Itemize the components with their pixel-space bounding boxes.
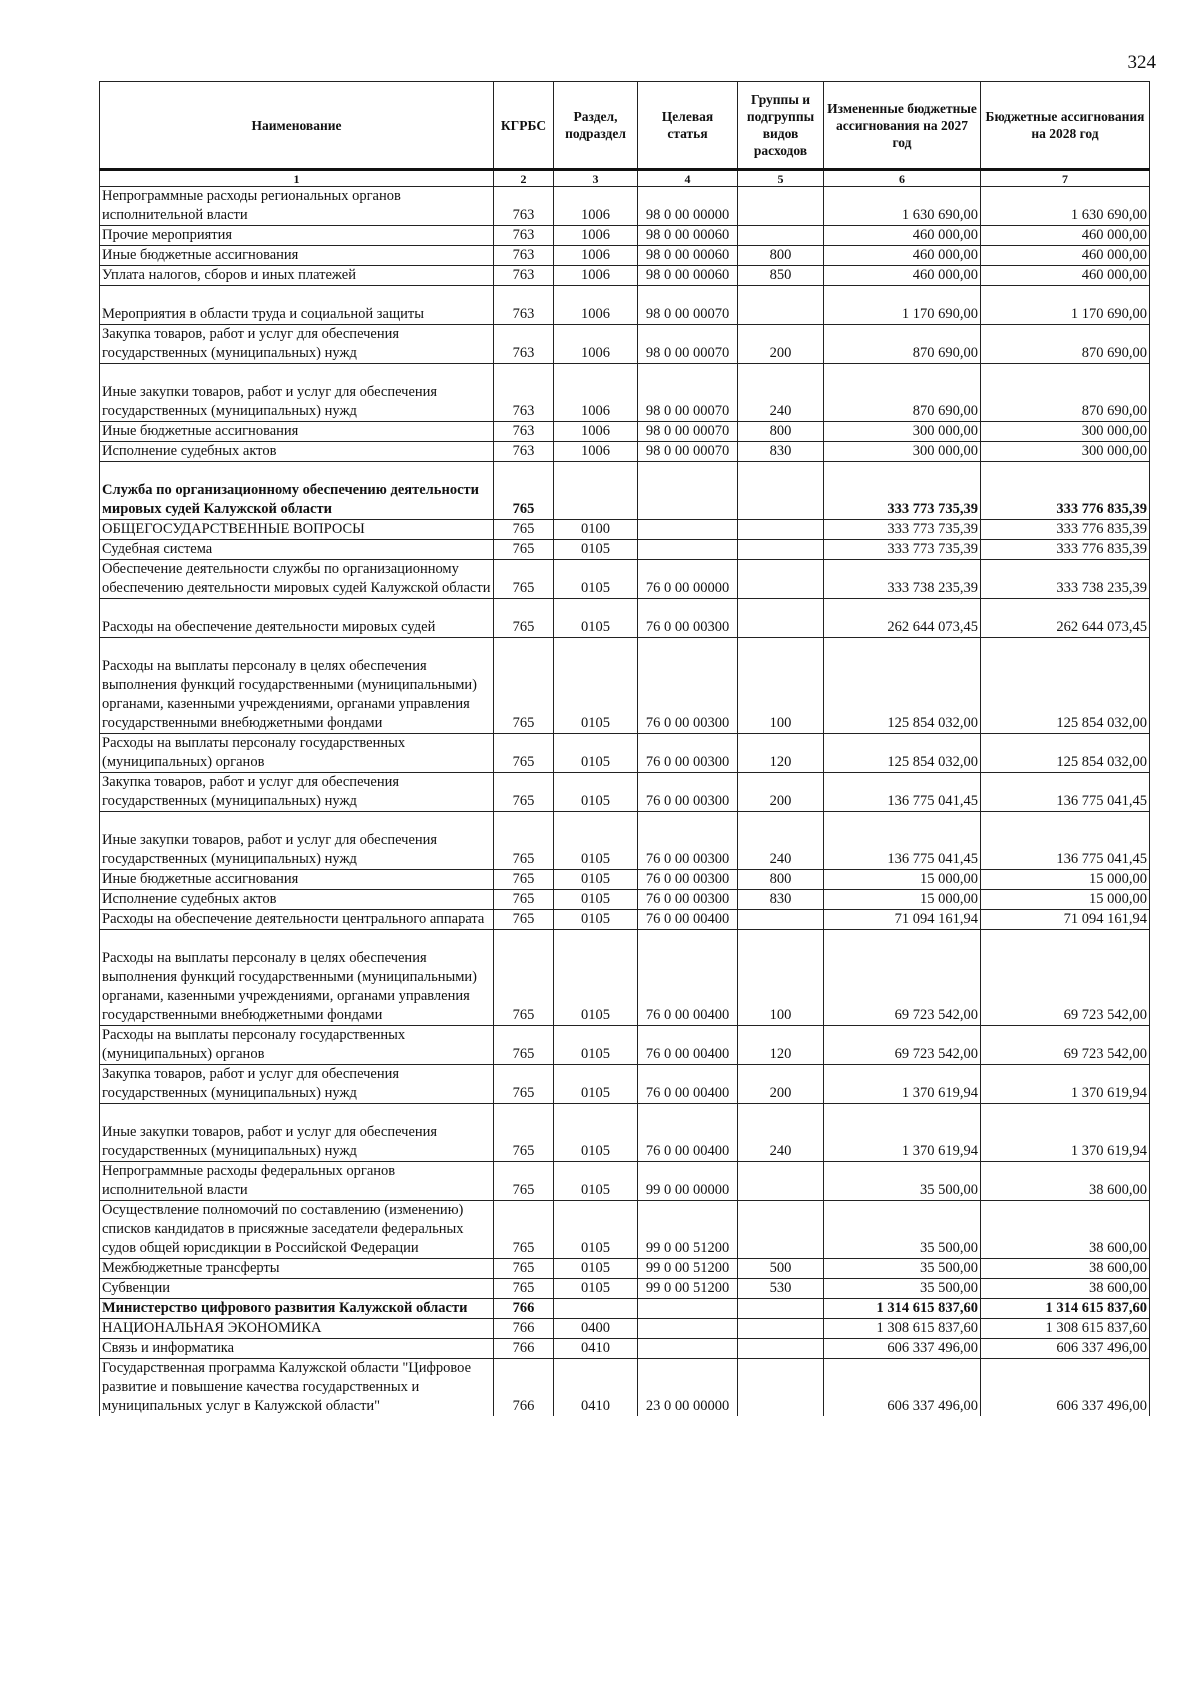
cell-target-article: 76 0 00 00400 <box>638 1026 738 1065</box>
cell-kgrbs: 763 <box>494 226 554 246</box>
cell-allocation-2027: 136 775 041,45 <box>824 812 981 870</box>
cell-razdel: 0105 <box>554 910 638 930</box>
cell-allocation-2028: 71 094 161,94 <box>981 910 1150 930</box>
cell-razdel: 0105 <box>554 1065 638 1104</box>
cell-target-article: 76 0 00 00400 <box>638 930 738 1026</box>
cell-expense-group: 200 <box>738 773 824 812</box>
cell-target-article: 98 0 00 00060 <box>638 266 738 286</box>
cell-kgrbs: 765 <box>494 1259 554 1279</box>
cell-razdel: 1006 <box>554 266 638 286</box>
cell-kgrbs: 766 <box>494 1359 554 1417</box>
cell-kgrbs: 765 <box>494 560 554 599</box>
cell-kgrbs: 765 <box>494 1104 554 1162</box>
cell-target-article: 76 0 00 00400 <box>638 910 738 930</box>
cell-name: Уплата налогов, сборов и иных платежей <box>100 266 494 286</box>
cell-allocation-2028: 606 337 496,00 <box>981 1359 1150 1417</box>
table-row <box>100 520 1150 540</box>
cell-razdel: 0105 <box>554 812 638 870</box>
cell-allocation-2028: 69 723 542,00 <box>981 1026 1150 1065</box>
cell-allocation-2028: 15 000,00 <box>981 870 1150 890</box>
cell-expense-group: 800 <box>738 246 824 266</box>
cell-expense-group <box>738 540 824 560</box>
cell-allocation-2028: 125 854 032,00 <box>981 638 1150 734</box>
cell-expense-group: 120 <box>738 1026 824 1065</box>
table-row <box>100 1339 1150 1359</box>
column-number: 7 <box>981 170 1150 187</box>
cell-kgrbs: 763 <box>494 266 554 286</box>
cell-kgrbs: 765 <box>494 930 554 1026</box>
cell-target-article: 76 0 00 00400 <box>638 1065 738 1104</box>
column-number: 5 <box>738 170 824 187</box>
budget-table <box>99 81 1150 1416</box>
cell-kgrbs: 765 <box>494 773 554 812</box>
cell-target-article: 23 0 00 00000 <box>638 1359 738 1417</box>
cell-name: Закупка товаров, работ и услуг для обеспечения государственных (муниципальных) нужд <box>100 325 494 364</box>
cell-allocation-2028: 460 000,00 <box>981 246 1150 266</box>
cell-kgrbs: 765 <box>494 1026 554 1065</box>
cell-razdel: 0105 <box>554 773 638 812</box>
cell-expense-group <box>738 599 824 638</box>
cell-allocation-2028: 262 644 073,45 <box>981 599 1150 638</box>
table-row <box>100 890 1150 910</box>
cell-target-article: 76 0 00 00300 <box>638 812 738 870</box>
cell-name: НАЦИОНАЛЬНАЯ ЭКОНОМИКА <box>100 1319 494 1339</box>
cell-kgrbs: 765 <box>494 462 554 520</box>
cell-expense-group <box>738 560 824 599</box>
cell-name: Иные закупки товаров, работ и услуг для обеспечения государственных (муниципальных) нужд <box>100 1104 494 1162</box>
cell-allocation-2027: 460 000,00 <box>824 226 981 246</box>
cell-allocation-2027: 606 337 496,00 <box>824 1339 981 1359</box>
cell-expense-group: 240 <box>738 1104 824 1162</box>
cell-allocation-2028: 38 600,00 <box>981 1259 1150 1279</box>
cell-name: Обеспечение деятельности службы по организационному обеспечению деятельности мировых судей Калужской области <box>100 560 494 599</box>
cell-kgrbs: 765 <box>494 1065 554 1104</box>
cell-target-article: 76 0 00 00300 <box>638 773 738 812</box>
cell-expense-group: 830 <box>738 442 824 462</box>
cell-razdel: 0105 <box>554 540 638 560</box>
column-number: 4 <box>638 170 738 187</box>
cell-allocation-2027: 1 314 615 837,60 <box>824 1299 981 1319</box>
cell-target-article: 98 0 00 00060 <box>638 226 738 246</box>
cell-target-article: 76 0 00 00300 <box>638 638 738 734</box>
cell-allocation-2028: 136 775 041,45 <box>981 812 1150 870</box>
cell-razdel: 0105 <box>554 560 638 599</box>
cell-name: Межбюджетные трансферты <box>100 1259 494 1279</box>
table-row <box>100 1201 1150 1259</box>
cell-allocation-2027: 300 000,00 <box>824 422 981 442</box>
table-row <box>100 325 1150 364</box>
cell-kgrbs: 766 <box>494 1339 554 1359</box>
cell-allocation-2027: 71 094 161,94 <box>824 910 981 930</box>
cell-allocation-2028: 38 600,00 <box>981 1201 1150 1259</box>
cell-allocation-2028: 1 314 615 837,60 <box>981 1299 1150 1319</box>
cell-name: Закупка товаров, работ и услуг для обеспечения государственных (муниципальных) нужд <box>100 773 494 812</box>
cell-allocation-2027: 262 644 073,45 <box>824 599 981 638</box>
cell-razdel: 1006 <box>554 286 638 325</box>
cell-razdel: 1006 <box>554 442 638 462</box>
cell-name: Министерство цифрового развития Калужской области <box>100 1299 494 1319</box>
cell-razdel: 1006 <box>554 364 638 422</box>
cell-expense-group <box>738 1162 824 1201</box>
cell-kgrbs: 765 <box>494 638 554 734</box>
cell-allocation-2027: 1 630 690,00 <box>824 187 981 226</box>
cell-expense-group: 240 <box>738 812 824 870</box>
cell-target-article <box>638 1319 738 1339</box>
cell-allocation-2027: 333 738 235,39 <box>824 560 981 599</box>
cell-allocation-2028: 333 776 835,39 <box>981 520 1150 540</box>
cell-allocation-2027: 125 854 032,00 <box>824 734 981 773</box>
cell-razdel: 0105 <box>554 1162 638 1201</box>
cell-razdel: 0105 <box>554 1104 638 1162</box>
cell-expense-group <box>738 462 824 520</box>
cell-razdel: 1006 <box>554 325 638 364</box>
cell-allocation-2028: 333 738 235,39 <box>981 560 1150 599</box>
column-number: 2 <box>494 170 554 187</box>
cell-target-article: 98 0 00 00000 <box>638 187 738 226</box>
cell-razdel: 1006 <box>554 422 638 442</box>
cell-kgrbs: 763 <box>494 442 554 462</box>
cell-expense-group <box>738 286 824 325</box>
cell-name: Иные закупки товаров, работ и услуг для обеспечения государственных (муниципальных) нужд <box>100 812 494 870</box>
cell-allocation-2028: 1 370 619,94 <box>981 1065 1150 1104</box>
cell-expense-group: 830 <box>738 890 824 910</box>
cell-name: Непрограммные расходы региональных органов исполнительной власти <box>100 187 494 226</box>
cell-allocation-2027: 35 500,00 <box>824 1259 981 1279</box>
cell-allocation-2027: 333 773 735,39 <box>824 520 981 540</box>
cell-razdel: 0105 <box>554 734 638 773</box>
cell-kgrbs: 765 <box>494 520 554 540</box>
cell-razdel: 0105 <box>554 1026 638 1065</box>
table-row <box>100 442 1150 462</box>
cell-expense-group <box>738 1339 824 1359</box>
cell-kgrbs: 765 <box>494 1279 554 1299</box>
cell-kgrbs: 765 <box>494 812 554 870</box>
cell-allocation-2027: 35 500,00 <box>824 1162 981 1201</box>
cell-kgrbs: 765 <box>494 734 554 773</box>
cell-target-article <box>638 540 738 560</box>
cell-name: ОБЩЕГОСУДАРСТВЕННЫЕ ВОПРОСЫ <box>100 520 494 540</box>
cell-allocation-2028: 870 690,00 <box>981 325 1150 364</box>
column-number: 6 <box>824 170 981 187</box>
cell-razdel: 0105 <box>554 930 638 1026</box>
cell-expense-group: 100 <box>738 930 824 1026</box>
cell-expense-group <box>738 910 824 930</box>
cell-expense-group: 240 <box>738 364 824 422</box>
cell-allocation-2027: 15 000,00 <box>824 890 981 910</box>
cell-target-article: 76 0 00 00400 <box>638 1104 738 1162</box>
cell-name: Расходы на обеспечение деятельности центрального аппарата <box>100 910 494 930</box>
cell-allocation-2028: 333 776 835,39 <box>981 462 1150 520</box>
cell-allocation-2028: 300 000,00 <box>981 422 1150 442</box>
table-row <box>100 870 1150 890</box>
cell-name: Иные бюджетные ассигнования <box>100 870 494 890</box>
cell-allocation-2028: 460 000,00 <box>981 266 1150 286</box>
cell-allocation-2027: 1 170 690,00 <box>824 286 981 325</box>
table-row <box>100 462 1150 520</box>
cell-allocation-2028: 1 370 619,94 <box>981 1104 1150 1162</box>
cell-target-article: 98 0 00 00070 <box>638 364 738 422</box>
column-number-row <box>100 170 1150 187</box>
cell-name: Расходы на выплаты персоналу в целях обеспечения выполнения функций государственными (муниципальными) органами, казенными учреждениями, органами управления государственными внебюджетными фондами <box>100 930 494 1026</box>
header-kgrbs: КГРБС <box>494 82 554 170</box>
cell-allocation-2027: 35 500,00 <box>824 1279 981 1299</box>
cell-razdel: 0105 <box>554 890 638 910</box>
table-row <box>100 1359 1150 1417</box>
table-row <box>100 1162 1150 1201</box>
cell-razdel: 1006 <box>554 246 638 266</box>
cell-name: Судебная система <box>100 540 494 560</box>
cell-expense-group: 120 <box>738 734 824 773</box>
cell-allocation-2027: 333 773 735,39 <box>824 540 981 560</box>
cell-kgrbs: 765 <box>494 910 554 930</box>
table-row <box>100 187 1150 226</box>
cell-razdel: 0400 <box>554 1319 638 1339</box>
cell-target-article <box>638 520 738 540</box>
table-row <box>100 812 1150 870</box>
cell-allocation-2028: 125 854 032,00 <box>981 734 1150 773</box>
cell-kgrbs: 765 <box>494 890 554 910</box>
table-row <box>100 1259 1150 1279</box>
cell-kgrbs: 763 <box>494 286 554 325</box>
cell-name: Иные бюджетные ассигнования <box>100 422 494 442</box>
cell-target-article: 98 0 00 00070 <box>638 442 738 462</box>
cell-expense-group <box>738 1319 824 1339</box>
table-row <box>100 560 1150 599</box>
cell-name: Исполнение судебных актов <box>100 890 494 910</box>
cell-allocation-2027: 136 775 041,45 <box>824 773 981 812</box>
header-name: Наименование <box>100 82 494 170</box>
cell-name: Расходы на выплаты персоналу в целях обеспечения выполнения функций государственными (муниципальными) органами, казенными учреждениями, органами управления государственными внебюджетными фондами <box>100 638 494 734</box>
header-target-article: Целевая статья <box>638 82 738 170</box>
cell-name: Осуществление полномочий по составлению (изменению) списков кандидатов в присяжные заседатели федеральных судов общей юрисдикции в Российской Федерации <box>100 1201 494 1259</box>
cell-allocation-2027: 300 000,00 <box>824 442 981 462</box>
table-row <box>100 286 1150 325</box>
cell-name: Расходы на выплаты персоналу государственных (муниципальных) органов <box>100 1026 494 1065</box>
table-row <box>100 930 1150 1026</box>
cell-target-article: 99 0 00 00000 <box>638 1162 738 1201</box>
cell-allocation-2028: 69 723 542,00 <box>981 930 1150 1026</box>
cell-target-article: 98 0 00 00060 <box>638 246 738 266</box>
cell-razdel <box>554 462 638 520</box>
cell-expense-group: 100 <box>738 638 824 734</box>
cell-razdel <box>554 1299 638 1319</box>
cell-kgrbs: 763 <box>494 422 554 442</box>
table-row <box>100 1299 1150 1319</box>
cell-target-article: 99 0 00 51200 <box>638 1279 738 1299</box>
cell-razdel: 0105 <box>554 599 638 638</box>
cell-name: Непрограммные расходы федеральных органов исполнительной власти <box>100 1162 494 1201</box>
cell-expense-group <box>738 520 824 540</box>
table-body <box>100 187 1150 1417</box>
table-row <box>100 1279 1150 1299</box>
table-row <box>100 1026 1150 1065</box>
cell-target-article: 76 0 00 00300 <box>638 870 738 890</box>
cell-allocation-2028: 136 775 041,45 <box>981 773 1150 812</box>
cell-allocation-2028: 460 000,00 <box>981 226 1150 246</box>
cell-allocation-2027: 870 690,00 <box>824 364 981 422</box>
cell-name: Служба по организационному обеспечению деятельности мировых судей Калужской области <box>100 462 494 520</box>
cell-allocation-2027: 125 854 032,00 <box>824 638 981 734</box>
cell-expense-group: 200 <box>738 1065 824 1104</box>
column-number: 1 <box>100 170 494 187</box>
cell-allocation-2027: 69 723 542,00 <box>824 930 981 1026</box>
cell-name: Связь и информатика <box>100 1339 494 1359</box>
cell-target-article: 76 0 00 00300 <box>638 599 738 638</box>
cell-allocation-2028: 333 776 835,39 <box>981 540 1150 560</box>
header-razdel: Раздел, подраздел <box>554 82 638 170</box>
cell-allocation-2027: 870 690,00 <box>824 325 981 364</box>
cell-name: Государственная программа Калужской области "Цифровое развитие и повышение качества государственных и муниципальных услуг в Калужской области" <box>100 1359 494 1417</box>
cell-allocation-2027: 1 370 619,94 <box>824 1104 981 1162</box>
cell-allocation-2027: 1 370 619,94 <box>824 1065 981 1104</box>
cell-allocation-2028: 1 630 690,00 <box>981 187 1150 226</box>
cell-target-article: 76 0 00 00300 <box>638 734 738 773</box>
table-row <box>100 1065 1150 1104</box>
cell-name: Исполнение судебных актов <box>100 442 494 462</box>
cell-allocation-2028: 1 170 690,00 <box>981 286 1150 325</box>
header-row <box>100 82 1150 170</box>
cell-name: Иные бюджетные ассигнования <box>100 246 494 266</box>
cell-kgrbs: 765 <box>494 1162 554 1201</box>
cell-allocation-2028: 300 000,00 <box>981 442 1150 462</box>
cell-target-article <box>638 1299 738 1319</box>
cell-allocation-2027: 606 337 496,00 <box>824 1359 981 1417</box>
cell-expense-group: 530 <box>738 1279 824 1299</box>
cell-allocation-2027: 35 500,00 <box>824 1201 981 1259</box>
cell-kgrbs: 766 <box>494 1319 554 1339</box>
header-expense-groups: Группы и подгруппы видов расходов <box>738 82 824 170</box>
cell-razdel: 0410 <box>554 1339 638 1359</box>
cell-expense-group <box>738 226 824 246</box>
table-row <box>100 1319 1150 1339</box>
page-number: 324 <box>1127 52 1156 73</box>
table-row <box>100 773 1150 812</box>
cell-razdel: 0410 <box>554 1359 638 1417</box>
cell-razdel: 0105 <box>554 638 638 734</box>
cell-razdel: 0105 <box>554 870 638 890</box>
cell-razdel: 1006 <box>554 226 638 246</box>
cell-name: Субвенции <box>100 1279 494 1299</box>
cell-kgrbs: 763 <box>494 364 554 422</box>
cell-kgrbs: 765 <box>494 870 554 890</box>
header-allocations-2027: Измененные бюджетные ассигнования на 2027 год <box>824 82 981 170</box>
cell-target-article: 98 0 00 00070 <box>638 286 738 325</box>
cell-target-article <box>638 462 738 520</box>
cell-expense-group: 200 <box>738 325 824 364</box>
cell-allocation-2027: 69 723 542,00 <box>824 1026 981 1065</box>
table-row <box>100 1104 1150 1162</box>
cell-target-article: 98 0 00 00070 <box>638 325 738 364</box>
header-allocations-2028: Бюджетные ассигнования на 2028 год <box>981 82 1150 170</box>
cell-allocation-2028: 38 600,00 <box>981 1279 1150 1299</box>
cell-razdel: 0100 <box>554 520 638 540</box>
cell-allocation-2028: 606 337 496,00 <box>981 1339 1150 1359</box>
cell-name: Прочие мероприятия <box>100 226 494 246</box>
cell-kgrbs: 765 <box>494 1201 554 1259</box>
cell-name: Расходы на обеспечение деятельности мировых судей <box>100 599 494 638</box>
cell-razdel: 0105 <box>554 1201 638 1259</box>
cell-expense-group <box>738 1299 824 1319</box>
table-row <box>100 422 1150 442</box>
cell-kgrbs: 763 <box>494 187 554 226</box>
cell-allocation-2028: 870 690,00 <box>981 364 1150 422</box>
cell-expense-group <box>738 1359 824 1417</box>
cell-target-article: 99 0 00 51200 <box>638 1259 738 1279</box>
cell-allocation-2028: 15 000,00 <box>981 890 1150 910</box>
table-row <box>100 599 1150 638</box>
cell-target-article: 76 0 00 00000 <box>638 560 738 599</box>
cell-target-article <box>638 1339 738 1359</box>
cell-name: Закупка товаров, работ и услуг для обеспечения государственных (муниципальных) нужд <box>100 1065 494 1104</box>
cell-kgrbs: 765 <box>494 540 554 560</box>
cell-kgrbs: 763 <box>494 246 554 266</box>
cell-allocation-2027: 15 000,00 <box>824 870 981 890</box>
cell-allocation-2027: 333 773 735,39 <box>824 462 981 520</box>
cell-kgrbs: 765 <box>494 599 554 638</box>
cell-allocation-2028: 1 308 615 837,60 <box>981 1319 1150 1339</box>
cell-allocation-2027: 460 000,00 <box>824 246 981 266</box>
cell-razdel: 0105 <box>554 1279 638 1299</box>
cell-expense-group: 850 <box>738 266 824 286</box>
table-row <box>100 226 1150 246</box>
cell-name: Мероприятия в области труда и социальной защиты <box>100 286 494 325</box>
cell-razdel: 1006 <box>554 187 638 226</box>
cell-target-article: 76 0 00 00300 <box>638 890 738 910</box>
table-row <box>100 266 1150 286</box>
cell-target-article: 98 0 00 00070 <box>638 422 738 442</box>
cell-razdel: 0105 <box>554 1259 638 1279</box>
cell-target-article: 99 0 00 51200 <box>638 1201 738 1259</box>
table-row <box>100 540 1150 560</box>
cell-expense-group <box>738 187 824 226</box>
table-row <box>100 246 1150 266</box>
cell-name: Расходы на выплаты персоналу государственных (муниципальных) органов <box>100 734 494 773</box>
table-row <box>100 734 1150 773</box>
table-row <box>100 638 1150 734</box>
table-row <box>100 364 1150 422</box>
cell-expense-group: 800 <box>738 870 824 890</box>
cell-expense-group <box>738 1201 824 1259</box>
table-row <box>100 910 1150 930</box>
column-number: 3 <box>554 170 638 187</box>
cell-expense-group: 800 <box>738 422 824 442</box>
cell-name: Иные закупки товаров, работ и услуг для обеспечения государственных (муниципальных) нужд <box>100 364 494 422</box>
cell-expense-group: 500 <box>738 1259 824 1279</box>
cell-allocation-2027: 1 308 615 837,60 <box>824 1319 981 1339</box>
cell-allocation-2028: 38 600,00 <box>981 1162 1150 1201</box>
cell-kgrbs: 766 <box>494 1299 554 1319</box>
cell-kgrbs: 763 <box>494 325 554 364</box>
cell-allocation-2027: 460 000,00 <box>824 266 981 286</box>
